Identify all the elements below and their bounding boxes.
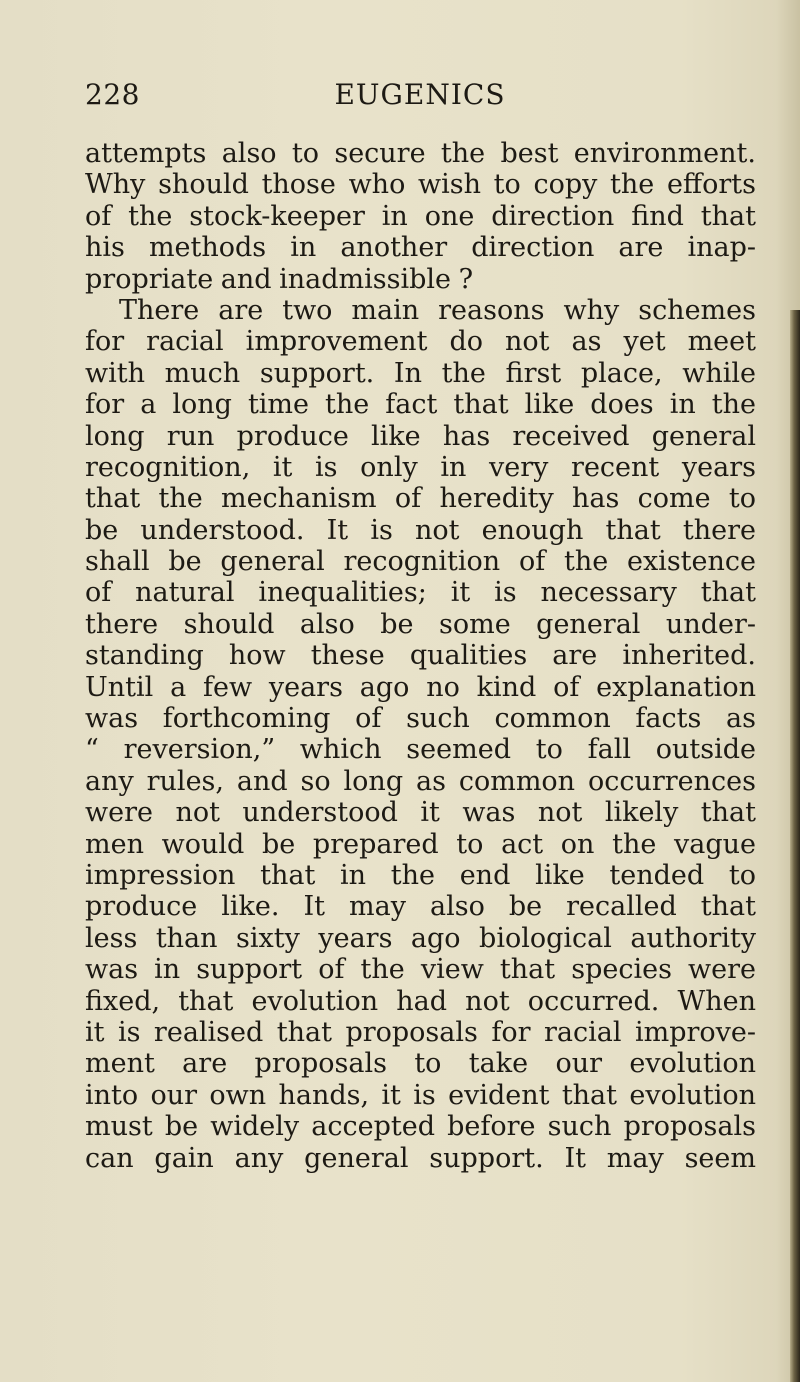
text-line: with much support. In the first place, while — [85, 357, 756, 389]
page-header — [85, 78, 755, 118]
text-line: must be widely accepted before such proposals — [85, 1111, 756, 1143]
text-line: it is realised that proposals for racial improve- — [85, 1016, 756, 1048]
text-line: can gain any general support. It may seem — [85, 1142, 756, 1174]
page-edge-shadow — [790, 310, 800, 1382]
text-line: his methods in another direction are inap- — [85, 232, 756, 264]
text-line: shall be general recognition of the existence — [85, 546, 756, 578]
text-line: into our own hands, it is evident that evolution — [85, 1079, 756, 1111]
text-line: propriate and inadmissible ? — [85, 263, 474, 295]
page-number: 228 — [85, 78, 140, 111]
text-line: men would be prepared to act on the vague — [85, 828, 756, 860]
text-line: impression that in the end like tended to — [85, 859, 756, 891]
text-line: Until a few years ago no kind of explanation — [85, 671, 756, 703]
text-line: attempts also to secure the best environment. — [85, 138, 756, 169]
text-line: long run produce like has received general — [85, 420, 756, 452]
text-line: recognition, it is only in very recent years — [85, 451, 756, 483]
text-line: there should also be some general under- — [85, 608, 756, 640]
text-line: for racial improvement do not as yet meet — [85, 326, 756, 358]
text-line: was in support of the view that species were — [85, 954, 756, 986]
text-line: fixed, that evolution had not occurred. When — [85, 985, 756, 1017]
text-line: were not understood it was not likely that — [85, 797, 756, 829]
text-line: produce like. It may also be recalled that — [85, 891, 756, 923]
text-line: was forthcoming of such common facts as — [85, 703, 756, 735]
text-line: “ reversion,” which seemed to fall outside — [85, 734, 756, 766]
body-text — [85, 138, 756, 1174]
text-line: of the stock-keeper in one direction find that — [85, 200, 756, 232]
text-line: of natural inequalities; it is necessary that — [85, 577, 756, 609]
text-line: for a long time the fact that like does in the — [85, 389, 756, 421]
text-line: standing how these qualities are inherited. — [85, 640, 756, 672]
text-line: be understood. It is not enough that there — [85, 514, 756, 546]
text-line: less than sixty years ago biological authority — [85, 922, 756, 954]
text-line: ment are proposals to take our evolution — [85, 1048, 756, 1080]
text-line: Why should those who wish to copy the efforts — [85, 169, 756, 201]
text-line: There are two main reasons why schemes — [119, 294, 756, 326]
running-head: EUGENICS — [334, 78, 506, 111]
text-line: any rules, and so long as common occurrences — [85, 765, 756, 797]
text-line: that the mechanism of heredity has come to — [85, 483, 756, 515]
